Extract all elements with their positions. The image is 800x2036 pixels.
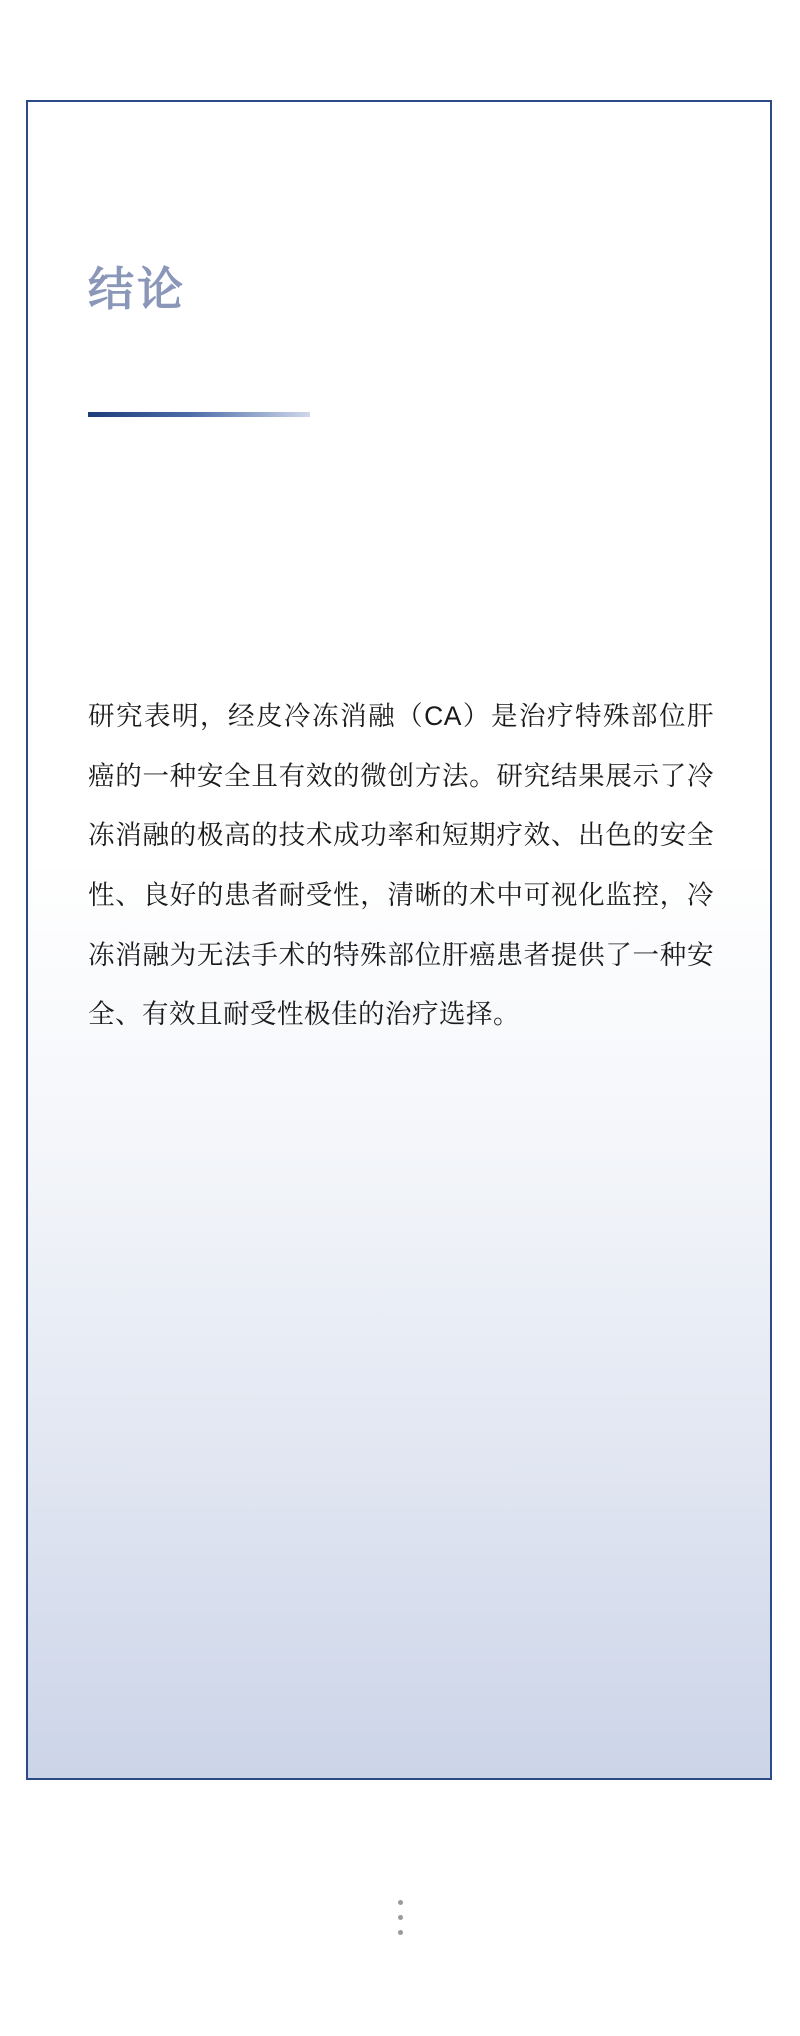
- page-title: 结论: [88, 263, 186, 315]
- scroll-indicator[interactable]: [0, 1900, 800, 1935]
- card-content: [28, 102, 770, 1778]
- conclusion-paragraph: 研究表明，经皮冷冻消融（CA）是治疗特殊部位肝癌的一种安全且有效的微创方法。研究结果展示了冷冻消融的极高的技术成功率和短期疗效、出色的安全性、良好的患者耐受性，清晰的术中可视化监控，冷冻消融为无法手术的特殊部位肝癌患者提供了一种安全、有效且耐受性极佳的治疗选择。: [88, 701, 714, 1030]
- scroll-dot-3: [398, 1930, 403, 1935]
- title-divider: [88, 412, 310, 417]
- scroll-dot-2: [398, 1915, 403, 1920]
- conclusion-card: [26, 100, 772, 1780]
- scroll-dot-1: [398, 1900, 403, 1905]
